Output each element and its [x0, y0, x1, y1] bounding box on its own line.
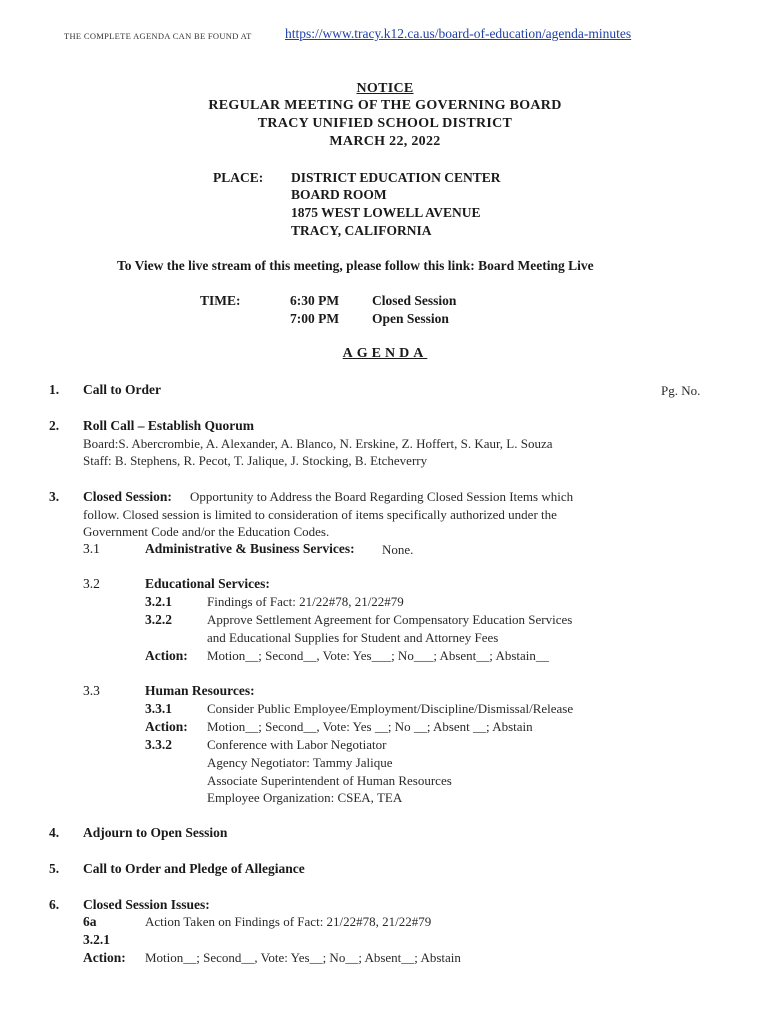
action-taken-text: Action Taken on Findings of Fact: 21/22#78, 21/22#79	[145, 914, 432, 929]
meeting-date: MARCH 22, 2022	[329, 134, 441, 149]
settlement-agreement-cont: and Educational Supplies for Student and Attorney Fees	[207, 630, 499, 645]
agenda-location-note: THE COMPLETE AGENDA CAN BE FOUND AT	[64, 31, 252, 41]
action-label: Action:	[145, 719, 188, 734]
subitem-number: 6a	[83, 914, 97, 929]
agency-negotiator: Agency Negotiator: Tammy Jalique	[207, 755, 393, 770]
item-number: 5.	[49, 861, 60, 876]
item-number: 4.	[49, 825, 60, 840]
place-line-1: DISTRICT EDUCATION CENTER	[291, 170, 501, 185]
meeting-title: REGULAR MEETING OF THE GOVERNING BOARD	[208, 98, 562, 113]
time-label: TIME:	[200, 293, 241, 308]
session-name: Closed Session	[372, 293, 457, 308]
subitem-number: 3.2	[83, 576, 100, 591]
notice-heading: NOTICE	[356, 81, 414, 96]
item-number: 3.	[49, 489, 60, 504]
action-label: Action:	[83, 950, 126, 965]
livestream-notice: To View the live stream of this meeting, please follow this link: Board Meeting Live	[117, 258, 594, 273]
item-number: 6.	[49, 897, 60, 912]
subitem-number: 3.3.2	[145, 737, 172, 752]
board-members: Board:S. Abercrombie, A. Alexander, A. Blanco, N. Erskine, Z. Hoffert, S. Kaur, L. Souza	[83, 436, 553, 451]
time-value: 6:30 PM	[290, 293, 340, 308]
subitem-number: 3.2.2	[145, 612, 172, 627]
session-name: Open Session	[372, 311, 449, 326]
place-line-3: 1875 WEST LOWELL AVENUE	[291, 205, 481, 220]
item-title-pledge: Call to Order and Pledge of Allegiance	[83, 861, 305, 876]
closed-session-text: Government Code and/or the Education Codes.	[83, 524, 330, 539]
findings-of-fact: Findings of Fact: 21/22#78, 21/22#79	[207, 594, 404, 609]
subitem-text: None.	[382, 542, 414, 557]
negotiator-title: Associate Superintendent of Human Resources	[207, 773, 452, 788]
agenda-heading: AGENDA	[342, 346, 428, 361]
action-vote-line: Motion__; Second__, Vote: Yes__; No__; Absent__; Abstain	[145, 950, 461, 965]
closed-session-text: follow. Closed session is limited to consideration of items specifically authorized under the	[83, 507, 557, 522]
labor-negotiator: Conference with Labor Negotiator	[207, 737, 387, 752]
item-title-closed-session: Closed Session:	[83, 489, 172, 504]
action-vote-line: Motion__; Second__, Vote: Yes __; No __; Absent __; Abstain	[207, 719, 533, 734]
place-line-2: BOARD ROOM	[291, 187, 387, 202]
employee-organization: Employee Organization: CSEA, TEA	[207, 790, 403, 805]
settlement-agreement: Approve Settlement Agreement for Compensatory Education Services	[207, 612, 573, 627]
agenda-minutes-link[interactable]: https://www.tracy.k12.ca.us/board-of-education/agenda-minutes	[285, 26, 632, 41]
subitem-title-human-resources: Human Resources:	[145, 683, 255, 698]
subitem-number: 3.3	[83, 683, 100, 698]
subitem-reference: 3.2.1	[83, 932, 110, 947]
item-title-closed-session-issues: Closed Session Issues:	[83, 897, 210, 912]
item-number: 2.	[49, 418, 60, 433]
place-line-4: TRACY, CALIFORNIA	[291, 223, 432, 238]
district-name: TRACY UNIFIED SCHOOL DISTRICT	[257, 116, 513, 131]
time-value: 7:00 PM	[290, 311, 340, 326]
item-title-roll-call: Roll Call – Establish Quorum	[83, 418, 255, 433]
staff-members: Staff: B. Stephens, R. Pecot, T. Jalique, J. Stocking, B. Etcheverry	[83, 453, 428, 468]
subitem-number: 3.2.1	[145, 594, 172, 609]
subitem-number: 3.1	[83, 541, 100, 556]
subitem-number: 3.3.1	[145, 701, 172, 716]
subitem-title-admin: Administrative & Business Services:	[145, 541, 355, 556]
item-title-call-to-order: Call to Order	[83, 382, 161, 397]
public-employee-item: Consider Public Employee/Employment/Discipline/Dismissal/Release	[207, 701, 574, 716]
item-title-adjourn: Adjourn to Open Session	[83, 825, 228, 840]
place-label: PLACE:	[213, 170, 264, 185]
subitem-title-educational: Educational Services:	[145, 576, 270, 591]
closed-session-text: Opportunity to Address the Board Regarding Closed Session Items which	[190, 489, 574, 504]
action-label: Action:	[145, 648, 188, 663]
action-vote-line: Motion__; Second__, Vote: Yes___; No___; Absent__; Abstain__	[207, 648, 549, 663]
item-number: 1.	[49, 382, 60, 397]
page-number-header: Pg. No.	[661, 383, 701, 398]
